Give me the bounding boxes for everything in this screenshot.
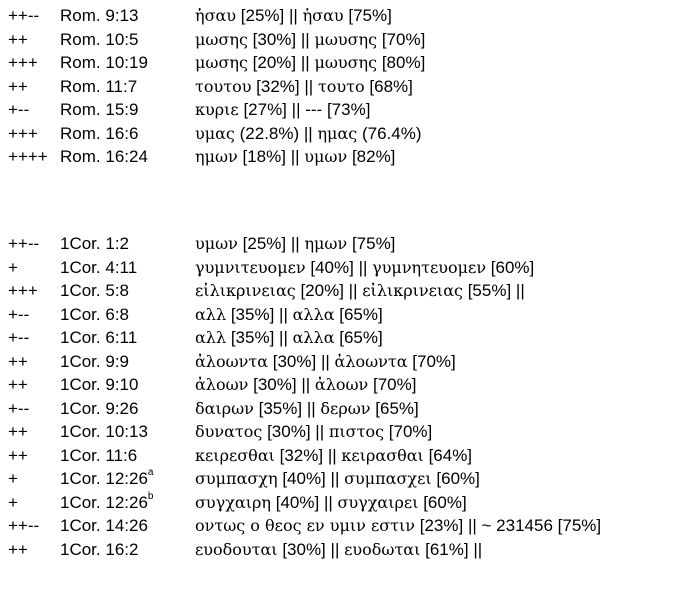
reading-separator: || (301, 375, 311, 394)
collation-row (0, 51, 688, 75)
verse-reference (60, 422, 148, 442)
verse-reference (60, 30, 138, 50)
reading-separator: || (290, 234, 300, 253)
reading-separator: || (348, 281, 358, 300)
verse-number: 14:26 (105, 516, 148, 535)
reading-one-percent: [27%] (243, 100, 287, 119)
reading-two-percent: [55%] (467, 281, 512, 300)
verse-reference (60, 77, 137, 97)
verse-number: 9:9 (105, 351, 130, 371)
reading-separator: || (300, 29, 310, 49)
collation-row (0, 303, 688, 327)
verse-number: 9:26 (105, 398, 139, 418)
book-name: 1Cor. (60, 257, 101, 277)
reading-two-text: μωυσης (314, 29, 378, 49)
reading-two-percent: [65%] (339, 304, 383, 324)
support-signature: + (8, 469, 18, 488)
reading-two-percent: [73%] (326, 100, 371, 119)
collation-row (0, 28, 688, 52)
verse-number: 12:26 (105, 492, 148, 512)
reading-one-text: εἰλικρινειας (195, 281, 296, 300)
reading-two-text: γυμνητευομεν (372, 257, 487, 277)
variant-readings (195, 100, 370, 120)
reading-two-text: ημων (304, 234, 348, 253)
verse-number: 11:6 (105, 445, 138, 465)
reading-separator: || (315, 422, 325, 441)
verse-number: 6:11 (105, 328, 138, 347)
reading-one-text: γυμνιτευομεν (195, 257, 306, 277)
verse-number: 10:5 (105, 29, 139, 49)
verse-reference (60, 399, 138, 419)
reading-separator: || (330, 539, 340, 559)
book-name: 1Cor. (60, 445, 101, 465)
support-signature: +++ (8, 281, 38, 300)
book-name: 1Cor. (60, 469, 101, 488)
verse-reference (60, 53, 148, 73)
collation-row (0, 4, 688, 28)
reading-two-text: μωυσης (314, 53, 378, 72)
reading-two-percent: [70%] (381, 29, 426, 49)
reading-one-percent: [30%] (253, 375, 297, 394)
reading-one-percent: [40%] (282, 469, 326, 488)
reading-one-text: μωσης (195, 29, 248, 49)
variant-readings (195, 53, 425, 73)
reading-separator: || (320, 351, 330, 371)
support-signature: +-- (8, 398, 30, 418)
book-name: Rom. (60, 100, 101, 119)
reading-one-text: αλλ (195, 328, 227, 347)
variant-readings (195, 234, 395, 254)
reading-one-percent: (22.8%) (239, 123, 300, 143)
reading-one-percent: [25%] (242, 234, 287, 253)
reading-one-percent: [23%] (419, 516, 464, 535)
support-signature: + (8, 257, 18, 277)
reading-separator: || (291, 100, 301, 119)
book-name: Rom. (60, 6, 101, 25)
reading-two-percent: [70%] (412, 351, 456, 371)
book-name: 1Cor. (60, 281, 101, 300)
variant-readings (195, 516, 601, 536)
book-name: Rom. (60, 29, 101, 49)
reading-separator: || (289, 6, 298, 25)
support-signature: +++ (8, 53, 38, 72)
verse-superscript: b (147, 490, 154, 502)
support-signature: + (8, 492, 18, 512)
reading-two-percent: [64%] (428, 445, 473, 465)
reading-two-percent: (76.4%) (361, 123, 422, 143)
reading-two-text: εἰλικρινειας (362, 281, 463, 300)
support-signature: +-- (8, 328, 30, 347)
support-signature: ++ (8, 29, 28, 49)
reading-one-text: μωσης (195, 53, 248, 72)
collation-row (0, 467, 688, 491)
collation-row (0, 256, 688, 280)
reading-two-percent: [65%] (375, 398, 419, 418)
collation-row (0, 122, 688, 146)
collation-row (0, 514, 688, 538)
reading-separator: || (467, 516, 477, 535)
reading-two-text: πιστος (328, 422, 385, 441)
reading-two-text: --- (305, 100, 323, 119)
book-name: 1Cor. (60, 492, 101, 512)
reading-one-text: ἀλοων (195, 375, 249, 394)
reading-separator: || (303, 123, 313, 143)
variant-readings (195, 30, 425, 50)
verse-reference (60, 305, 129, 325)
reading-two-text: υμων (304, 147, 348, 166)
reading-two-text: αλλα (292, 304, 335, 324)
reading-one-percent: [40%] (275, 492, 320, 512)
book-name: Rom. (60, 76, 101, 96)
variant-readings (195, 446, 472, 466)
trailing-separator: || (515, 281, 525, 300)
support-signature: ++-- (8, 6, 40, 25)
book-name: 1Cor. (60, 375, 101, 394)
reading-one-text: τουτου (195, 76, 252, 96)
reading-one-percent: [35%] (230, 328, 275, 347)
reading-two-percent: [82%] (351, 147, 396, 166)
reading-one-text: υμας (195, 123, 235, 143)
variant-readings (195, 328, 383, 348)
reading-one-percent: [18%] (242, 147, 286, 166)
book-name: 1Cor. (60, 422, 101, 441)
reading-two-text: συμπασχει (344, 469, 432, 488)
reading-two-percent: [65%] (339, 328, 383, 347)
verse-reference (60, 124, 138, 144)
reading-separator: || (323, 492, 333, 512)
collation-row (0, 397, 688, 421)
reading-one-text: οντως ο θεος εν υμιν εστιν (195, 516, 415, 535)
support-signature: ++++ (8, 147, 48, 166)
variant-readings (195, 124, 421, 144)
variant-readings (195, 352, 456, 372)
verse-number: 16:2 (105, 539, 139, 559)
reading-one-text: ευοδουται (195, 539, 278, 559)
reading-one-percent: [40%] (310, 257, 354, 277)
reading-one-percent: [30%] (272, 351, 317, 371)
collation-row (0, 279, 688, 303)
reading-two-percent: [60%] (436, 469, 480, 488)
book-name: 1Cor. (60, 234, 101, 253)
support-signature: ++ (8, 422, 28, 441)
verse-reference (60, 490, 154, 513)
trailing-separator: || (473, 539, 483, 559)
book-name: 1Cor. (60, 516, 101, 535)
support-signature: ++ (8, 76, 28, 96)
reading-two-text: ευοδωται (344, 539, 421, 559)
collation-row (0, 373, 688, 397)
verse-number: 4:11 (105, 257, 138, 277)
verse-number: 16:24 (105, 147, 148, 166)
verse-reference (60, 234, 129, 254)
verse-number: 10:13 (105, 422, 148, 441)
verse-number: 10:19 (105, 53, 148, 72)
book-name: Rom. (60, 147, 101, 166)
verse-reference (60, 446, 137, 466)
verse-reference (60, 6, 138, 26)
reading-one-text: δαιρων (195, 398, 254, 418)
collation-row (0, 98, 688, 122)
reading-one-percent: [32%] (279, 445, 324, 465)
reading-two-text: ημας (317, 123, 358, 143)
verse-reference (60, 328, 137, 348)
support-signature: ++ (8, 539, 28, 559)
variant-readings (195, 258, 534, 278)
verse-reference (60, 540, 138, 560)
reading-separator: || (279, 304, 288, 324)
book-name: 1Cor. (60, 398, 101, 418)
reading-two-text: ἀλοων (314, 375, 369, 394)
reading-one-text: υμων (195, 234, 238, 253)
reading-separator: || (330, 469, 340, 488)
variant-readings (195, 422, 432, 442)
reading-two-percent: [61%] (425, 539, 469, 559)
reading-two-percent: [75%] (557, 516, 602, 535)
support-signature: ++-- (8, 234, 40, 253)
reading-separator: || (306, 398, 316, 418)
reading-one-text: δυνατος (195, 422, 263, 441)
reading-two-percent: [75%] (351, 234, 396, 253)
reading-one-text: ημων (195, 147, 238, 166)
reading-one-text: κυριε (195, 100, 239, 119)
verse-superscript: a (147, 467, 154, 479)
variant-readings (195, 399, 419, 419)
reading-one-percent: [30%] (267, 422, 311, 441)
reading-one-text: συμπασχη (195, 469, 278, 488)
support-signature: ++ (8, 445, 28, 465)
reading-two-percent: [75%] (348, 6, 392, 25)
reading-one-percent: [30%] (252, 29, 297, 49)
reading-two-percent: [80%] (381, 53, 426, 72)
verse-number: 1:2 (105, 234, 130, 253)
verse-reference (60, 469, 153, 489)
collation-row (0, 326, 688, 350)
variant-readings (195, 375, 416, 395)
reading-two-text: δερων (320, 398, 371, 418)
variant-readings (195, 77, 413, 97)
reading-two-text: ~ 231456 (481, 516, 553, 535)
support-signature: +-- (8, 100, 30, 119)
variant-readings (195, 147, 395, 167)
reading-one-percent: [30%] (282, 539, 326, 559)
variant-readings (195, 493, 467, 513)
verse-number: 9:13 (105, 6, 139, 25)
book-name: 1Cor. (60, 351, 101, 371)
reading-one-text: ἀλοωντα (195, 351, 269, 371)
reading-separator: || (327, 445, 337, 465)
reading-two-text: ἡσαυ (302, 6, 344, 25)
collation-row (0, 75, 688, 99)
reading-two-percent: [60%] (490, 257, 535, 277)
collation-row (0, 420, 688, 444)
reading-one-percent: [20%] (300, 281, 344, 300)
reading-separator: || (304, 76, 314, 96)
verse-reference (60, 100, 138, 120)
variant-readings (195, 305, 383, 325)
verse-reference (60, 516, 148, 536)
reading-one-text: συγχαιρη (195, 492, 271, 512)
verse-number: 16:6 (105, 123, 139, 143)
collation-row (0, 444, 688, 468)
reading-two-text: ἀλοωντα (334, 351, 408, 371)
reading-one-text: αλλ (195, 304, 227, 324)
verse-reference (60, 147, 148, 167)
reading-separator: || (358, 257, 368, 277)
support-signature: +++ (8, 123, 38, 143)
collation-row (0, 232, 688, 256)
book-name: Rom. (60, 53, 101, 72)
reading-separator: || (279, 328, 288, 347)
reading-two-text: συγχαιρει (337, 492, 419, 512)
support-signature: ++-- (8, 516, 40, 535)
reading-one-percent: [35%] (258, 398, 303, 418)
support-signature: +-- (8, 304, 30, 324)
book-name: 1Cor. (60, 539, 101, 559)
collation-row (0, 538, 688, 562)
verse-reference (60, 281, 129, 301)
collation-row (0, 491, 688, 515)
verse-number: 11:7 (105, 76, 138, 96)
reading-two-text: τουτο (317, 76, 365, 96)
verse-number: 15:9 (105, 100, 139, 119)
reading-one-percent: [20%] (252, 53, 297, 72)
variant-readings (195, 6, 392, 26)
support-signature: ++ (8, 351, 28, 371)
verse-reference (60, 375, 138, 395)
reading-separator: || (290, 147, 300, 166)
collation-row (0, 145, 688, 169)
reading-one-text: κειρεσθαι (195, 445, 275, 465)
verse-number: 6:8 (105, 304, 130, 324)
verse-reference (60, 352, 129, 372)
reading-one-percent: [25%] (240, 6, 285, 25)
verse-reference (60, 258, 137, 278)
reading-two-text: αλλα (292, 328, 335, 347)
reading-one-text: ἡσαυ (195, 6, 237, 25)
collation-row (0, 350, 688, 374)
reading-two-percent: [68%] (369, 76, 413, 96)
verse-number: 12:26 (105, 469, 148, 488)
reading-two-text: κειρασθαι (341, 445, 424, 465)
verse-number: 9:10 (105, 375, 139, 394)
reading-one-percent: [32%] (256, 76, 300, 96)
support-signature: ++ (8, 375, 28, 394)
variant-readings (195, 540, 482, 560)
book-name: Rom. (60, 123, 101, 143)
book-name: 1Cor. (60, 328, 101, 347)
variant-readings (195, 281, 525, 301)
reading-two-percent: [60%] (423, 492, 467, 512)
verse-number: 5:8 (105, 281, 130, 300)
reading-separator: || (300, 53, 310, 72)
reading-two-percent: [70%] (372, 375, 417, 394)
book-name: 1Cor. (60, 304, 101, 324)
reading-one-percent: [35%] (230, 304, 275, 324)
variant-readings (195, 469, 480, 489)
reading-two-percent: [70%] (388, 422, 433, 441)
